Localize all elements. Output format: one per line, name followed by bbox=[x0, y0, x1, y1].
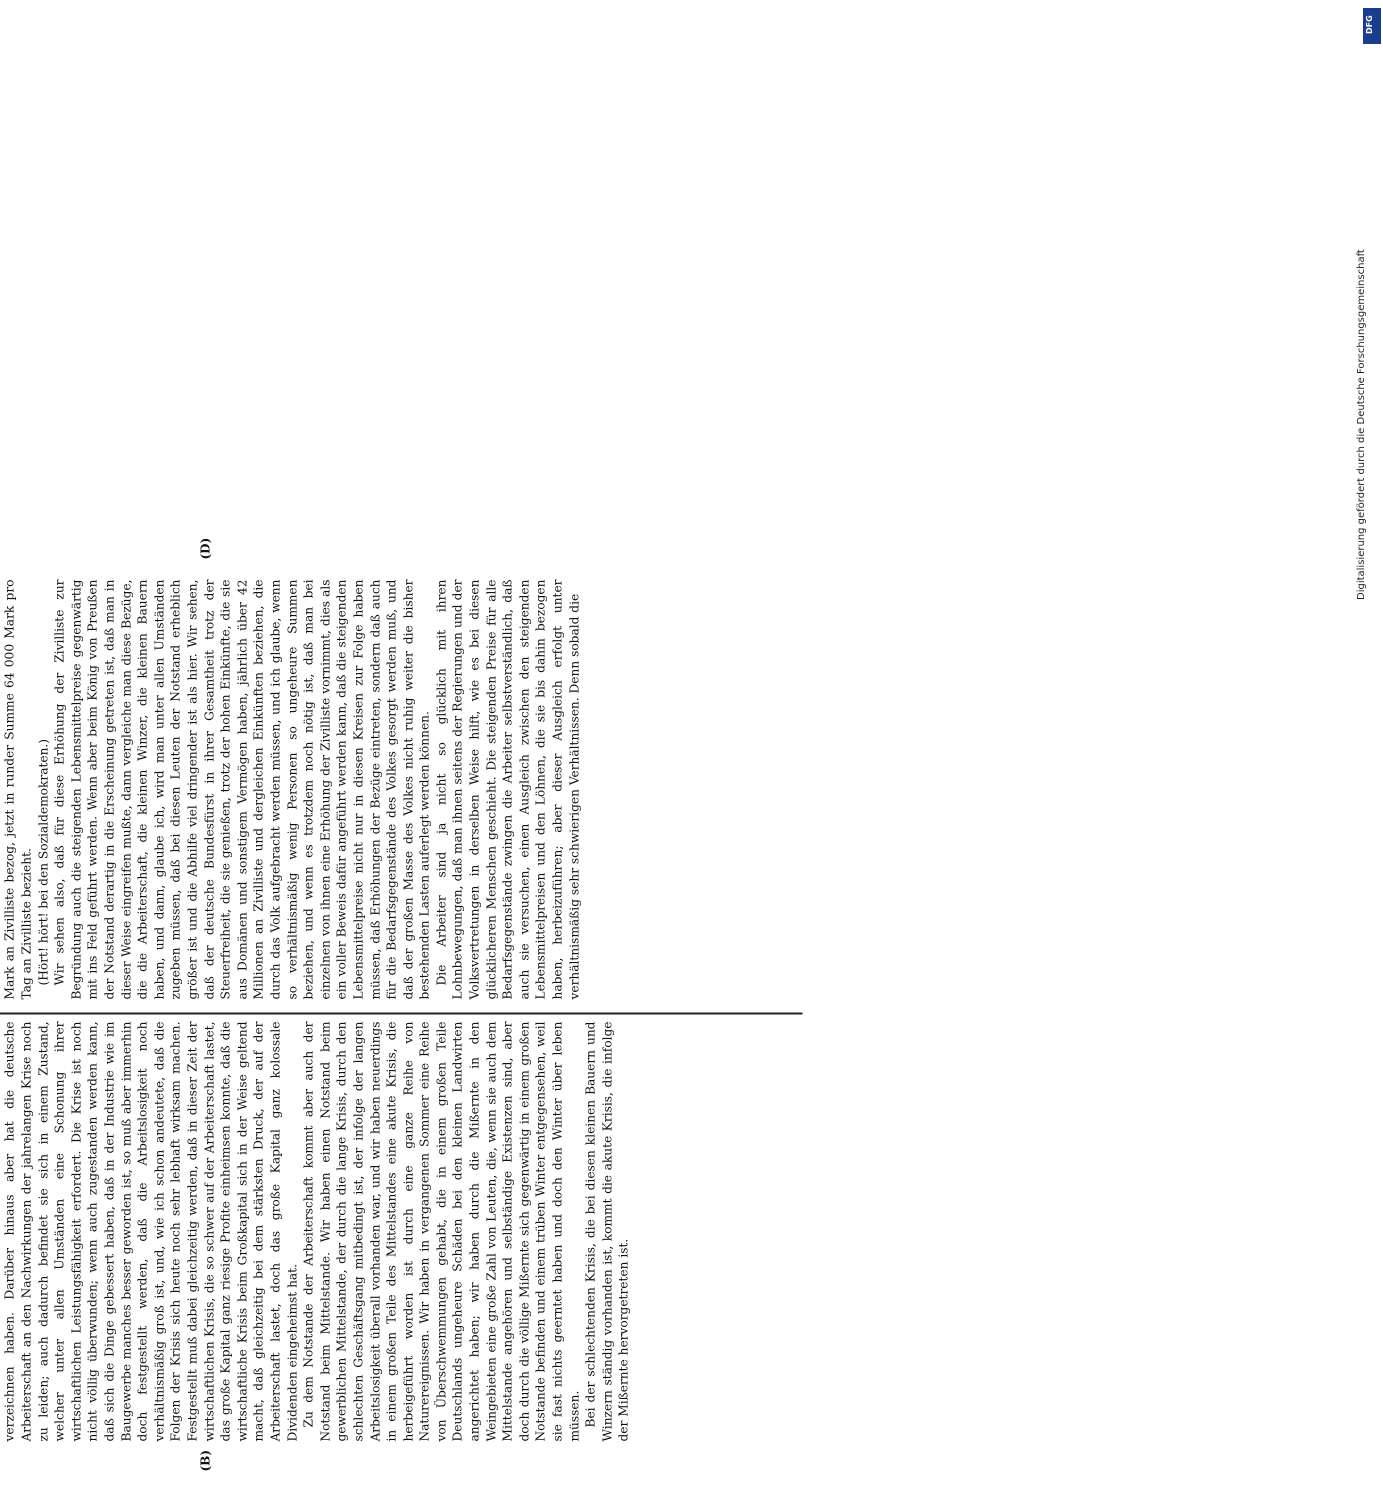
right-column bbox=[0, 580, 583, 1000]
paragraph: Mark an Zivilliste bezog, jetzt in runder Summe 64 000 Mark pro Tag an Zivilliste bezieht. bbox=[2, 579, 34, 1000]
rotated-sheet bbox=[0, 512, 882, 1512]
margin-mark-d: (D) bbox=[198, 537, 213, 560]
digitization-credit: Digitalisierung gefördert durch die Deutsche Forschungsgemeinschaft bbox=[1356, 249, 1367, 600]
paragraph: verzeichnen haben. Darüber hinaus aber hat die deutsche Arbeiterschaft an den Nachwirkungen der jahrelangen Krise noch zu leiden; auch dadurch befindet sie sich in einem Zustand, welcher unter allen Umständen eine Schonung ihrer wirtschaftlichen Leistungsfähigkeit erfordert. Die Krise ist noch nicht völlig überwunden; wenn auch zugestanden werden kann, daß sich die Dinge gebessert haben, daß in der Industrie wie im Baugewerbe manches besser geworden ist, so muß aber immerhin doch festgestellt werden, daß die Arbeitslosigkeit noch verhältnismäßig groß ist, und, wie ich schon andeutete, daß die Folgen der Krisis sich heute noch sehr lebhaft wirksam machen. Festgestellt muß dabei gleichzeitig werden, daß in dieser Zeit der wirtschaftlichen Krisis, die so schwer auf der Arbeiterschaft lastet, das große Kapital ganz riesige Profite einheimsen konnte, daß die wirtschaftliche Krisis beim Großkapital sich in der Weise geltend macht, daß gleichzeitig bei dem stärksten Druck, der auf der Arbeiterschaft lastet, doch das große Kapital ganz kolossale Dividenden eingeheimst hat. bbox=[2, 1021, 300, 1442]
paragraph: Zu dem Notstande der Arbeiterschaft kommt aber auch der Notstand beim Mittelstande. Wir haben einen Notstand beim gewerblichen Mittelstande, der durch die lange Krisis, durch den schlechten Geschäftsgang mitbedingt ist, der infolge der langen Arbeitslosigkeit überall vorhanden war, und wir haben neuerdings in einem großen Teile des Mittelstandes eine akute Krisis, die herbeigeführt worden ist durch eine ganze Reihe von Naturereignissen. Wir haben in vergangenen Sommer eine Reihe von Überschwemmungen gehabt, die in einem großen Teile Deutschlands ungeheure Schäden bei den kleinen Landwirten angerichtet haben; wir haben durch die Mißernte in den Weingebieten eine große Zahl von Leuten, die, wenn sie auch dem Mittelstande angehören und selbständige Existenzen sind, aber doch durch die völlige Mißernte sich gegenwärtig in einem großen Notstande befinden und einem trüben Winter entgegensehen, weil sie fast nichts geerntet haben und doch den Winter über leben müssen. bbox=[301, 1021, 582, 1442]
paragraph: Die Arbeiter sind ja nicht so glücklich mit ihren Lohnbewegungen, daß man ihnen seitens der Regierungen und der Volksvertretungen in derselben Weise hilft, wie es bei diesen glücklicheren Menschen geschieht. Die steigenden Preise für alle Bedarfsgegenstände zwingen die Arbeiter selbstverständlich, daß auch sie versuchen, einen Ausgleich zwischen den steigenden Lebensmittelpreisen und den Löhnen, die sie bis dahin bezogen haben, herbeizuführen; aber dieser Ausgleich erfolgt unter verhältnismäßig sehr schwierigen Verhältnissen. Denn sobald die bbox=[434, 579, 582, 1000]
paragraph: Wir sehen also, daß für diese Erhöhung der Zivilliste zur Begründung auch die steigenden Lebensmittelpreise gegenwärtig mit ins Feld geführt werden. Wenn aber beim König von Preußen der Notstand derartig in die Erscheinung getreten ist, daß man in dieser Weise eingreifen mußte, dann vergleiche man diese Bezüge, die die Arbeiterschaft, die kleinen Winzer, die kleinen Bauern haben, und dann, glaube ich, wird man unter allen Umständen zugeben müssen, daß bei diesen Leuten der Notstand erheblich größer ist und die Abhilfe viel dringender ist als hier. Wir sehen, daß der deutsche Bundesfürst in ihrer Gesamtheit trotz der Steuerfreiheit, die sie genießen, trotz der hohen Einkünfte, die sie aus Domänen und sonstigem Vermögen haben, jährlich über 42 Millionen an Zivilliste und dergleichen Einkünften beziehen, die durch das Volk aufgebracht werden müssen, und ich glaube, wenn so verhältnismäßig wenig Personen so ungeheure Summen beziehen, und wenn es trotzdem noch nötig ist, daß man bei einzelnen von ihnen eine Erhöhung der Zivilliste vornimmt, dies als ein voller Beweis dafür angeführt werden kann, daß die steigenden Lebensmittelpreise nicht nur in diesen Kreisen zur Folge haben müssen, daß Erhöhungen der Bezüge eintreten, sondern daß auch für die Bedarfsgegenstände des Volkes gesorgt werden muß, und daß der großen Masse des Volkes nicht ruhig weiter die bisher bestehenden Lasten auferlegt werden können. bbox=[52, 579, 432, 1000]
left-column bbox=[0, 1022, 633, 1442]
document-sheet bbox=[0, 512, 882, 1512]
paragraph: (Hört! hört! bei den Sozialdemokraten.) bbox=[36, 738, 51, 986]
dfg-logo: DFG bbox=[1363, 8, 1381, 44]
margin-mark-b: (B) bbox=[198, 1450, 213, 1472]
paragraph: Bei der schlechtenden Krisis, die bei diesen kleinen Bauern und Winzern ständig vorhanden ist, kommt die akute Krisis, die infolge der Mißernte hervorgetreten ist. bbox=[583, 1021, 631, 1442]
column-rule bbox=[0, 1013, 803, 1015]
